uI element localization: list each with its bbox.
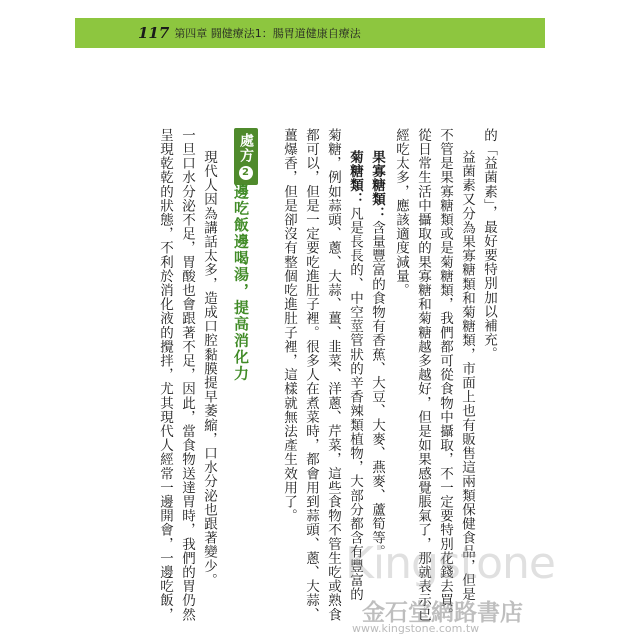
- text-column: 一旦口水分泌不足，胃酸也會跟著不足，因此，當食物送達胃時，我們的胃仍然: [179, 128, 195, 622]
- text-column: 都可以，但是一定要吃進肚子裡。很多人在煮菜時，都會用到蒜頭、蔥、大蒜、: [303, 128, 319, 622]
- text-column: 菊糖，例如蒜頭、蔥、大蒜、薑、韭菜、洋蔥、芹菜，這些食物不管生吃或熟食: [325, 128, 341, 622]
- text-column: 經吃太多，應該適度減量。: [393, 128, 409, 298]
- text-column: 薑爆香，但是卻沒有整個吃進肚子裡，這樣就無法產生效用了。: [281, 128, 297, 523]
- watermark-store-name: 金石堂網路書店: [362, 599, 523, 626]
- prescription-badge: [234, 128, 258, 185]
- text-column: 現代人因為講話太多，造成口腔黏膜提早萎縮，口水分泌也跟著變少。: [201, 150, 217, 588]
- prescription-label: 處方: [238, 133, 254, 163]
- term-label: 菊糖類：: [347, 150, 363, 207]
- chapter-header: [75, 18, 545, 48]
- text-column: 從日常生活中攝取的果寡糖和菊糖越多越好，但是如果感覺脹氣了，那就表示已: [415, 128, 431, 622]
- text-column: 的「益菌素」，最好要特別加以補充。: [481, 128, 497, 361]
- text-column: 菊糖類：凡是長長的、中空莖管狀的辛香辣類植物，大部分都含有豐富的: [347, 150, 363, 602]
- chapter-title: 第四章 闘健療法1：腸胃道健康自療法: [174, 27, 361, 40]
- page-number: 117: [138, 24, 170, 42]
- text-column: 益菌素又分為果寡糖類和菊糖類，市面上也有販售這兩類保健食品，但是: [459, 150, 475, 602]
- term-label: 果寡糖類：: [369, 150, 385, 221]
- prescription-number: 2: [239, 166, 253, 180]
- watermark-url: www.kingstone.com.tw: [352, 622, 480, 635]
- text-column: 果寡糖類：含量豐富的食物有香蕉、大豆、大麥、燕麥、蘆筍等。: [369, 150, 385, 559]
- watermark-logo: Kingstone: [345, 538, 555, 589]
- text-column: 呈現乾乾的狀態，不利於消化液的攪拌，尤其現代人經常一邊開會，一邊吃飯，: [157, 128, 173, 622]
- prescription-title: 邊吃飯邊喝湯，提高消化力: [232, 184, 250, 382]
- text-column: 不管是果寡糖類或是菊糖類，我們都可從食物中攝取，不一定要特別花錢去買。: [437, 128, 453, 622]
